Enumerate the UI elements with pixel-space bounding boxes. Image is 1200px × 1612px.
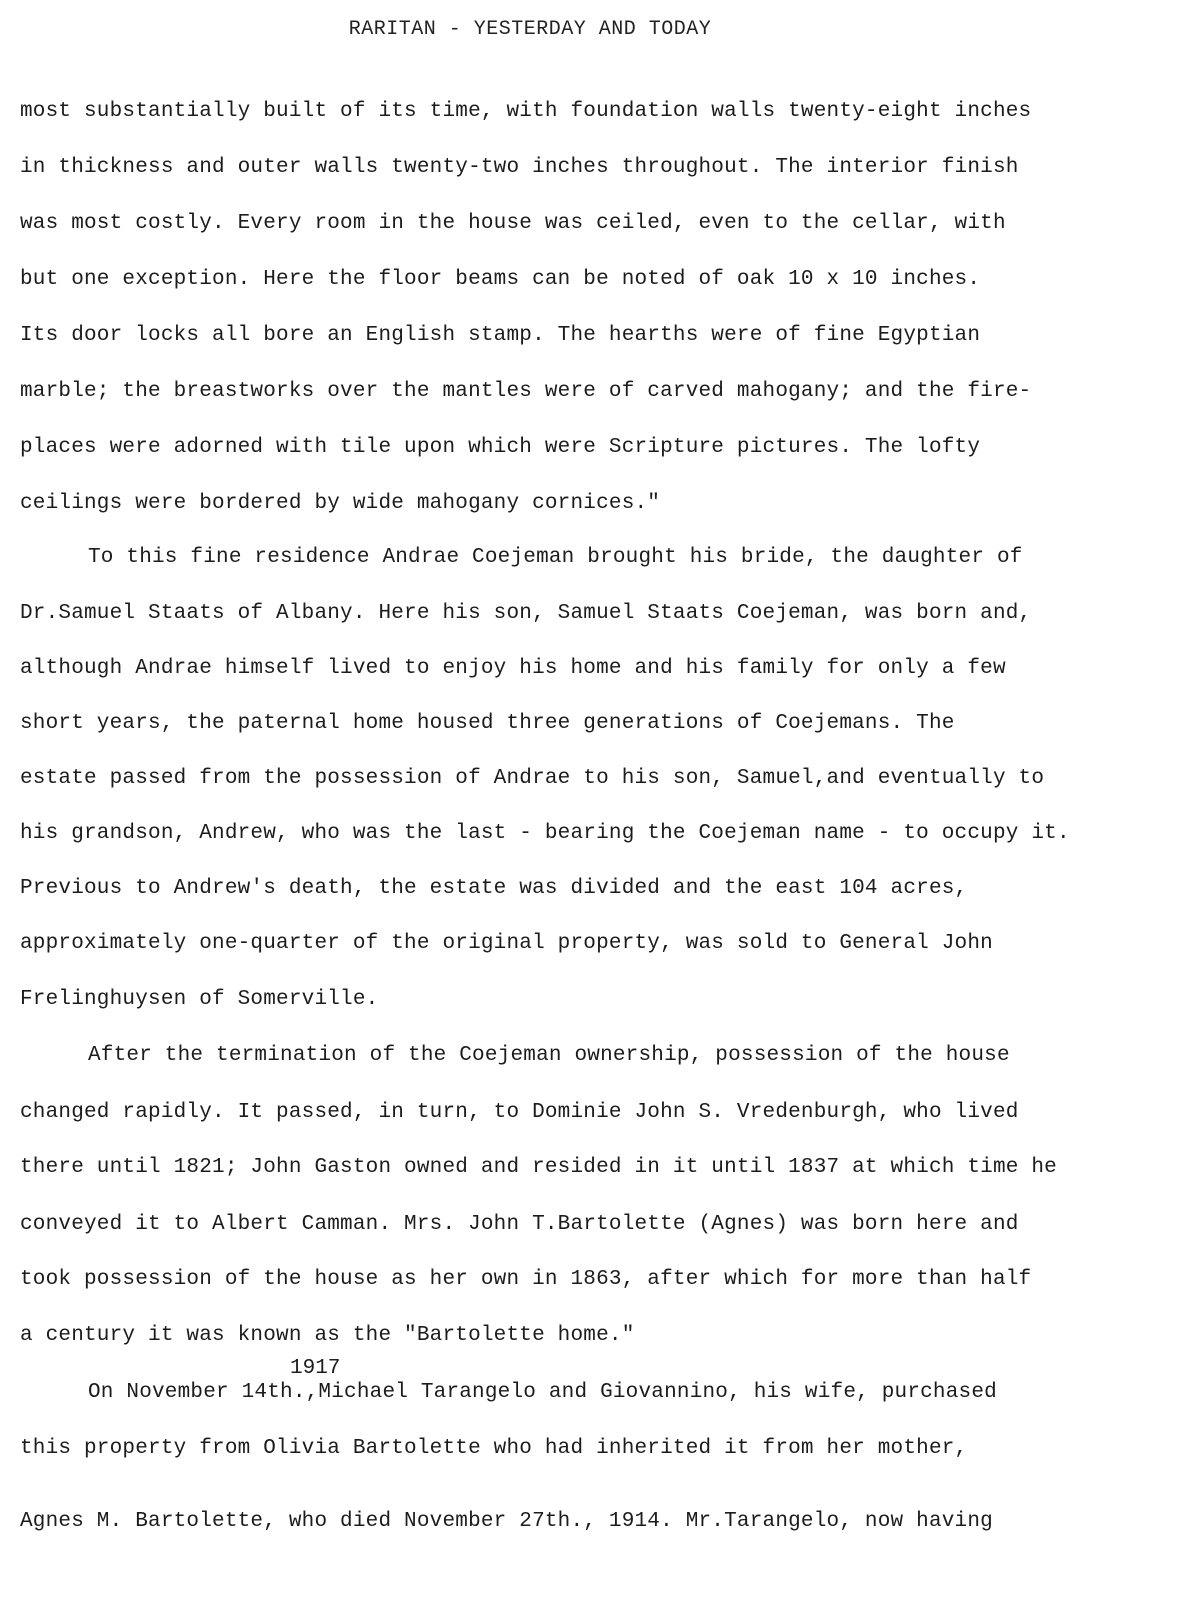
text-line: Dr.Samuel Staats of Albany. Here his son, Samuel Staats Coejeman, was born and, (20, 602, 1032, 625)
text-line: this property from Olivia Bartolette who had inherited it from her mother, (20, 1437, 968, 1460)
text-line: Previous to Andrew's death, the estate was divided and the east 104 acres, (20, 877, 968, 900)
text-line: conveyed it to Albert Camman. Mrs. John T.Bartolette (Agnes) was born here and (20, 1213, 1019, 1236)
text-line: but one exception. Here the floor beams can be noted of oak 10 x 10 inches. (20, 268, 981, 291)
text-line: his grandson, Andrew, who was the last - bearing the Coejeman name - to occupy it. (20, 822, 1070, 845)
inserted-year-annotation: 1917 (290, 1357, 341, 1380)
paragraph-start-line: To this fine residence Andrae Coejeman brought his bride, the daughter of (88, 546, 1023, 569)
paragraph-start-line: After the termination of the Coejeman ownership, possession of the house (88, 1044, 1010, 1067)
text-line: although Andrae himself lived to enjoy his home and his family for only a few (20, 657, 1006, 680)
text-line: Its door locks all bore an English stamp. The hearths were of fine Egyptian (20, 324, 981, 347)
paragraph-start-line: On November 14th.,Michael Tarangelo and Giovannino, his wife, purchased (88, 1381, 997, 1404)
text-line: short years, the paternal home housed three generations of Coejemans. The (20, 712, 955, 735)
text-line: most substantially built of its time, with foundation walls twenty-eight inches (20, 100, 1032, 123)
text-line: places were adorned with tile upon which were Scripture pictures. The lofty (20, 436, 981, 459)
text-line: Agnes M. Bartolette, who died November 27th., 1914. Mr.Tarangelo, now having (20, 1510, 993, 1533)
text-line: in thickness and outer walls twenty-two inches throughout. The interior finish (20, 156, 1019, 179)
text-line: estate passed from the possession of Andrae to his son, Samuel,and eventually to (20, 767, 1045, 790)
text-line: changed rapidly. It passed, in turn, to Dominie John S. Vredenburgh, who lived (20, 1101, 1019, 1124)
text-line: marble; the breastworks over the mantles were of carved mahogany; and the fire- (20, 380, 1032, 403)
text-line: a century it was known as the "Bartolette home." (20, 1324, 635, 1347)
text-line: approximately one-quarter of the original property, was sold to General John (20, 932, 993, 955)
page-header-title: RARITAN - YESTERDAY AND TODAY (348, 18, 712, 41)
text-line: was most costly. Every room in the house was ceiled, even to the cellar, with (20, 212, 1006, 235)
text-line: Frelinghuysen of Somerville. (20, 988, 379, 1011)
text-line: ceilings were bordered by wide mahogany cornices." (20, 492, 661, 515)
text-line: there until 1821; John Gaston owned and resided in it until 1837 at which time he (20, 1156, 1057, 1179)
text-line: took possession of the house as her own in 1863, after which for more than half (20, 1268, 1032, 1291)
